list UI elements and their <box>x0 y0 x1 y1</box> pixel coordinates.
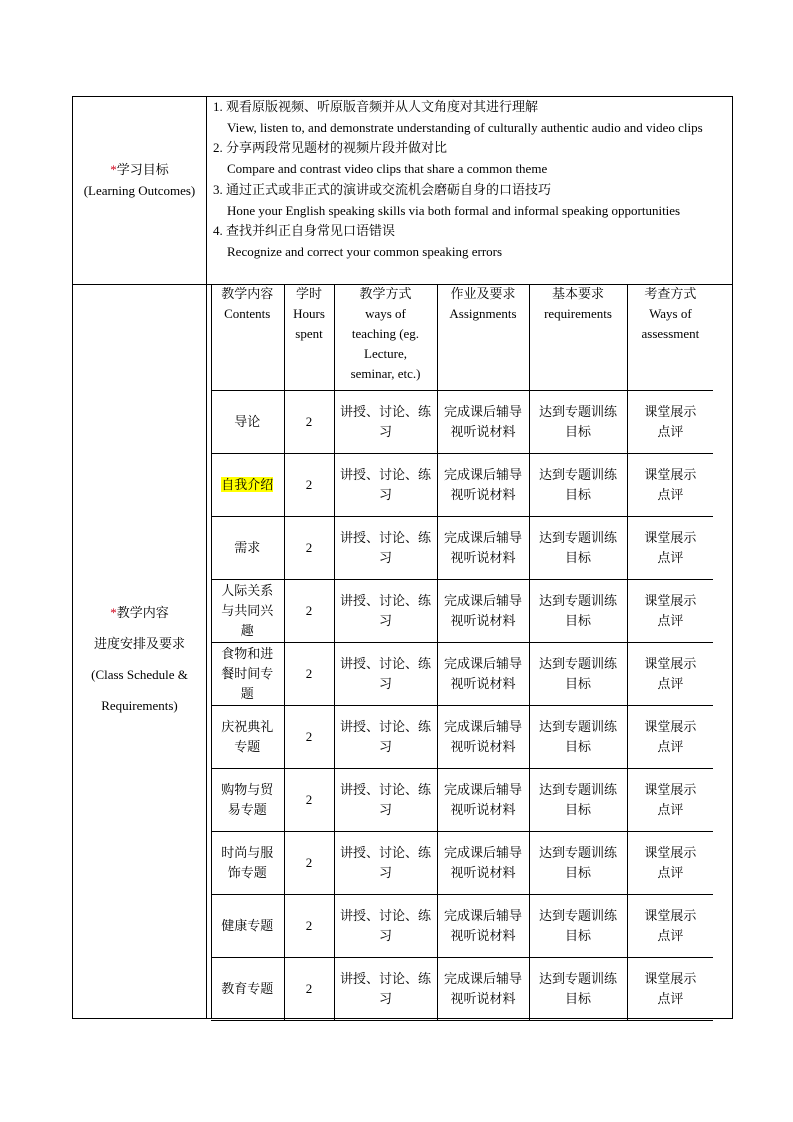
cell-teaching <box>334 957 437 1020</box>
cell-assignment <box>437 642 529 705</box>
table-row <box>211 831 713 894</box>
cell-text: 达到专题训练目标 <box>538 466 617 502</box>
table-row <box>211 894 713 957</box>
outcome-3-en: Hone your English speaking skills via both formal and informal speaking opportunities <box>227 202 681 218</box>
cell-text: 完成课后辅导视听说材料 <box>444 781 523 817</box>
cell-assessment <box>627 894 713 957</box>
cell-text: 2 <box>305 917 313 933</box>
cell-content <box>211 768 284 831</box>
cell-text: 时尚与服饰专题 <box>221 844 274 880</box>
cell-teaching <box>334 705 437 768</box>
cell-assignment <box>437 768 529 831</box>
schedule-label-en1: (Class Schedule & <box>91 667 188 682</box>
header-teaching: 教学方式 ways of teaching (eg. Lecture, seminar, etc.) <box>334 284 437 390</box>
cell-text: 达到专题训练目标 <box>538 592 617 628</box>
cell-assessment <box>627 642 713 705</box>
outcome-4-cn: 4. 查找并纠正自身常见口语错误 <box>213 223 396 239</box>
cell-hours <box>284 390 334 453</box>
cell-requirement <box>529 894 627 957</box>
cell-teaching <box>334 642 437 705</box>
cell-text: 购物与贸易专题 <box>221 781 274 817</box>
cell-text: 健康专题 <box>221 917 274 933</box>
cell-assignment <box>437 894 529 957</box>
cell-hours <box>284 831 334 894</box>
cell-text: 课堂展示点评 <box>644 529 697 565</box>
table-row <box>211 957 713 1020</box>
header-contents: 教学内容 Contents <box>211 284 284 390</box>
outcome-1-cn: 1. 观看原版视频、听原版音频并从人文角度对其进行理解 <box>213 99 539 114</box>
cell-text: 讲授、讨论、练习 <box>339 403 431 439</box>
table-row <box>211 642 713 705</box>
cell-hours <box>284 957 334 1020</box>
cell-assessment <box>627 957 713 1020</box>
cell-requirement <box>529 705 627 768</box>
cell-text: 达到专题训练目标 <box>538 970 617 1006</box>
cell-text: 自我介绍 <box>221 476 274 492</box>
cell-requirement <box>529 390 627 453</box>
table-row <box>211 768 713 831</box>
cell-text: 讲授、讨论、练习 <box>339 529 431 565</box>
cell-text: 讲授、讨论、练习 <box>339 907 431 943</box>
schedule-label-cn1: 教学内容 <box>116 605 169 620</box>
cell-requirement <box>529 642 627 705</box>
cell-hours <box>284 642 334 705</box>
cell-text: 2 <box>305 665 313 681</box>
cell-content <box>211 831 284 894</box>
cell-text: 讲授、讨论、练习 <box>339 970 431 1006</box>
cell-text: 课堂展示点评 <box>644 655 697 691</box>
cell-content <box>211 705 284 768</box>
cell-assignment <box>437 453 529 516</box>
learning-outcomes-label-cn: 学习目标 <box>116 162 169 177</box>
cell-text: 讲授、讨论、练习 <box>339 844 431 880</box>
cell-requirement <box>529 579 627 642</box>
cell-text: 2 <box>305 791 313 807</box>
cell-assignment <box>437 831 529 894</box>
cell-teaching <box>334 390 437 453</box>
cell-text: 达到专题训练目标 <box>538 655 617 691</box>
cell-assessment <box>627 705 713 768</box>
cell-assessment <box>627 768 713 831</box>
outcome-1-en: View, listen to, and demonstrate understanding of culturally authentic audio and video clips <box>227 119 703 135</box>
cell-text: 完成课后辅导视听说材料 <box>444 403 523 439</box>
learning-outcomes-label-en: (Learning Outcomes) <box>83 183 196 198</box>
table-row <box>211 453 713 516</box>
cell-text: 达到专题训练目标 <box>538 781 617 817</box>
cell-text: 课堂展示点评 <box>644 718 697 754</box>
cell-text: 课堂展示点评 <box>644 781 697 817</box>
cell-text: 达到专题训练目标 <box>538 718 617 754</box>
cell-requirement <box>529 831 627 894</box>
cell-text: 完成课后辅导视听说材料 <box>444 907 523 943</box>
cell-hours <box>284 516 334 579</box>
cell-text: 完成课后辅导视听说材料 <box>444 718 523 754</box>
schedule-label <box>73 597 206 721</box>
outcome-4-en: Recognize and correct your common speaking errors <box>227 243 503 259</box>
header-requirements: 基本要求 requirements <box>529 284 627 390</box>
cell-teaching <box>334 768 437 831</box>
cell-text: 课堂展示点评 <box>644 592 697 628</box>
cell-text: 2 <box>305 980 313 996</box>
cell-text: 庆祝典礼专题 <box>221 718 274 754</box>
outcome-3-cn: 3. 通过正式或非正式的演讲或交流机会磨砺自身的口语技巧 <box>213 181 552 197</box>
cell-requirement <box>529 453 627 516</box>
cell-text: 完成课后辅导视听说材料 <box>444 592 523 628</box>
cell-text: 课堂展示点评 <box>644 844 697 880</box>
schedule-label-en2: Requirements) <box>101 698 178 713</box>
cell-hours <box>284 453 334 516</box>
cell-hours <box>284 768 334 831</box>
schedule-table <box>211 284 713 1021</box>
schedule-header-row <box>211 284 713 390</box>
cell-text: 食物和进餐时间专题 <box>221 645 274 701</box>
cell-text: 讲授、讨论、练习 <box>339 466 431 502</box>
cell-hours <box>284 579 334 642</box>
cell-content <box>211 453 284 516</box>
cell-assessment <box>627 516 713 579</box>
learning-outcomes-content <box>213 97 729 263</box>
schedule-label-cn2: 进度安排及要求 <box>93 636 185 651</box>
learning-outcomes-label <box>73 159 206 201</box>
cell-text: 完成课后辅导视听说材料 <box>444 844 523 880</box>
cell-text: 达到专题训练目标 <box>538 907 617 943</box>
cell-content <box>211 642 284 705</box>
cell-assignment <box>437 579 529 642</box>
cell-text: 完成课后辅导视听说材料 <box>444 970 523 1006</box>
required-mark: * <box>110 162 117 177</box>
cell-text: 导论 <box>234 413 261 429</box>
cell-content <box>211 390 284 453</box>
cell-assessment <box>627 831 713 894</box>
cell-text: 讲授、讨论、练习 <box>339 592 431 628</box>
cell-teaching <box>334 579 437 642</box>
cell-text: 人际关系与共同兴趣 <box>221 582 274 638</box>
cell-text: 课堂展示点评 <box>644 970 697 1006</box>
cell-teaching <box>334 516 437 579</box>
cell-text: 达到专题训练目标 <box>538 403 617 439</box>
cell-requirement <box>529 768 627 831</box>
cell-assessment <box>627 390 713 453</box>
cell-text: 课堂展示点评 <box>644 466 697 502</box>
cell-requirement <box>529 957 627 1020</box>
cell-requirement <box>529 516 627 579</box>
cell-text: 2 <box>305 728 313 744</box>
header-hours: 学时 Hours spent <box>284 284 334 390</box>
cell-text: 完成课后辅导视听说材料 <box>444 655 523 691</box>
cell-hours <box>284 705 334 768</box>
outcome-2-en: Compare and contrast video clips that share a common theme <box>227 161 548 177</box>
table-row <box>211 390 713 453</box>
cell-text: 教育专题 <box>221 980 274 996</box>
table-row <box>211 579 713 642</box>
header-assessment: 考查方式 Ways of assessment <box>627 284 713 390</box>
cell-content <box>211 579 284 642</box>
cell-text: 2 <box>305 854 313 870</box>
cell-teaching <box>334 831 437 894</box>
cell-text: 讲授、讨论、练习 <box>339 655 431 691</box>
outcome-2-cn: 2. 分享两段常见题材的视频片段并做对比 <box>213 140 448 156</box>
cell-teaching <box>334 453 437 516</box>
cell-text: 需求 <box>234 539 261 555</box>
cell-assignment <box>437 390 529 453</box>
cell-content <box>211 516 284 579</box>
cell-text: 达到专题训练目标 <box>538 529 617 565</box>
cell-assignment <box>437 516 529 579</box>
required-mark: * <box>110 605 117 620</box>
cell-text: 2 <box>305 413 313 429</box>
table-row <box>211 516 713 579</box>
cell-assignment <box>437 957 529 1020</box>
label-divider <box>206 97 207 1018</box>
cell-text: 完成课后辅导视听说材料 <box>444 466 523 502</box>
cell-content <box>211 894 284 957</box>
cell-text: 达到专题训练目标 <box>538 844 617 880</box>
cell-content <box>211 957 284 1020</box>
cell-teaching <box>334 894 437 957</box>
table-row <box>211 705 713 768</box>
cell-hours <box>284 894 334 957</box>
cell-text: 完成课后辅导视听说材料 <box>444 529 523 565</box>
cell-text: 2 <box>305 539 313 555</box>
cell-text: 2 <box>305 602 313 618</box>
cell-assignment <box>437 705 529 768</box>
cell-assessment <box>627 579 713 642</box>
cell-text: 课堂展示点评 <box>644 907 697 943</box>
cell-text: 讲授、讨论、练习 <box>339 718 431 754</box>
cell-text: 讲授、讨论、练习 <box>339 781 431 817</box>
cell-assessment <box>627 453 713 516</box>
cell-text: 2 <box>305 476 313 492</box>
header-assignments: 作业及要求 Assignments <box>437 284 529 390</box>
cell-text: 课堂展示点评 <box>644 403 697 439</box>
